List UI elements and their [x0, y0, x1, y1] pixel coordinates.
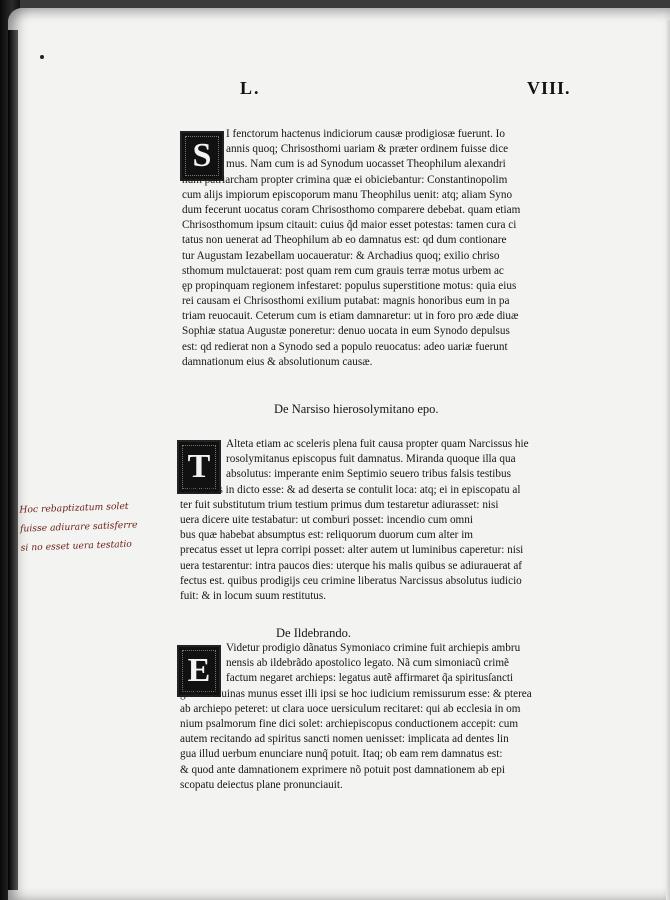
text-line: gua illud uerbum enunciare nunq̃ potuit. Itaq; ob eam rem damnatus est: [180, 748, 503, 761]
text-line: precatus esset ut lepra corripi posset: alter autem ut luminibus caperetur: nisi [180, 544, 524, 557]
text-line: ter fuit substitutum trium testium primus dum testaretur adiurasset: nisi [180, 498, 499, 511]
text-line: cum alijs impiorum episcoporum manu Theophilus uenit: atq; aliam Syno [182, 188, 513, 201]
text-line: ęp propinquam regionem infestaret: populus superstitione motus: quia eius [182, 279, 517, 292]
text-line: nium psalmorum fine dici solet: archiepiscopus conductionem accepit: cum [180, 717, 519, 730]
text-line: rosolymitanus episcopus fuit damnatus. Miranda quoque illa qua [226, 453, 516, 466]
text-line: conuictus in dicto esse: & ad deserta se contulit loca: atq; ei in episcopatu al [180, 483, 521, 496]
paragraph-narcissus [180, 437, 570, 604]
page-header-folio-number: VIII. [527, 78, 571, 98]
text-line: fuit: & in locum suum restitutus. [180, 589, 327, 602]
text-line: nensis ab ildebrãdo apostolico legato. Nã cum simoniacũ crimẽ [226, 657, 510, 670]
decorated-initial-e: E [177, 645, 221, 697]
text-line: dum fecerunt uocatus coram Chrisosthomo comparere debebat. quam etiam [182, 203, 521, 216]
text-line: sthomum mulctauerat: post quam rem cum grauis terræ motus urbem ac [182, 264, 504, 277]
margin-note-line: si no esset uera testatio [20, 538, 133, 554]
text-line: tur Augustam Iezabellam uocaueratur: & Archadius quoq; exilio chriso [182, 249, 500, 262]
text-line: fectus est. quibus prodigijs ceu crimine liberatus Narcissus absolutus iudicio [180, 574, 522, 587]
text-line: bus quæ habebat absumptus est: reliquorum duorum cum alter im [180, 529, 473, 542]
section-heading-narcissus: De Narsiso hierosolymitano epo. [274, 402, 439, 416]
text-line: tatus non uenerat ad Theophilum ab eo damnatus est: qd dum contionare [182, 234, 507, 247]
paragraph-ildebrando [180, 641, 570, 793]
text-line: est: qd redierat non a Synodo sed a populo reuocatus: adeo uariæ fuerunt [182, 340, 508, 353]
text-line: I fenctorum hactenus indiciorum causæ prodigiosæ fuerunt. Io [226, 128, 505, 140]
margin-note-line: fuisse adiurare satisferre [19, 519, 138, 535]
text-line: scopatu deiectus plane pronunciauit. [180, 778, 343, 791]
paragraph-chrysostom [182, 127, 570, 370]
text-line: Videtur prodigio dãnatus Symoniaco crimine fuit archiepis ambru [226, 642, 521, 654]
text-line: absolutus: imperante enim Septimio seuero tribus falsis testibus [226, 468, 511, 481]
text-line: Sophiæ statua Augustæ poneretur: denuo uocata in eum Synodo depulsus [182, 325, 510, 338]
page-edge [666, 20, 670, 900]
page-header-left: L. [240, 78, 261, 98]
text-line: annis quoq; Chrisosthomi uariam & præter ordinem fuisse dice [226, 143, 509, 156]
text-line: triam reuocauit. Ceterum cum is etiam damnaretur: ut in foro pro æde diuæ [182, 310, 519, 323]
ink-dot [40, 55, 44, 59]
text-line: rei causam ei Chrisosthomi exilium putabat: magnis honoribus eum in pa [182, 295, 510, 308]
margin-note-line: Hoc rebaptizatum solet [19, 500, 129, 516]
text-line: autem recitando ad spiritus sancti nomen uenisset: implicata ad dentes lin [180, 733, 509, 746]
text-line: num patriarcham propter crimina quæ ei obiciebantur: Constantinopolim [182, 173, 508, 186]
text-line: mus. Nam cum is ad Synodum uocasset Theophilum alexandri [226, 158, 506, 171]
page-gutter-shadow [8, 30, 18, 890]
text-line: uera dicere uite testabatur: ut comburi posset: incendio cum omni [180, 513, 473, 526]
decorated-initial-s: S [180, 131, 224, 181]
decorated-initial-t: T [177, 440, 221, 494]
text-line: gratias diuinas munus esset illi ipsi se hoc iudicium remissurum esse: & pterea [180, 687, 532, 700]
section-heading-ildebrando: De Ildebrando. [276, 626, 351, 640]
text-line: factum negaret archieps: legatus autẽ affirmaret q̃a spiritusſancti [226, 672, 514, 685]
text-line: Alteta etiam ac sceleris plena fuit causa propter quam Narcissus hie [226, 438, 529, 450]
text-line: uera testarentur: intra paucos dies: uterque his malis quibus se adiurauerat af [180, 559, 523, 572]
text-line: damnationum eius & absolutionum causæ. [182, 355, 373, 368]
text-line: & quod ante damnationem exprimere nõ potuit post damnationem ab epi [180, 763, 505, 776]
text-line: ab archiepo peteret: ut clara uoce uersiculum recitaret: qui ab ecclesia in om [180, 702, 521, 715]
handwritten-margin-note [19, 495, 171, 557]
text-line: Chrisosthomum ipsum citauit: cuius q̃d maior esset potestas: tamen cura ci [182, 219, 517, 232]
